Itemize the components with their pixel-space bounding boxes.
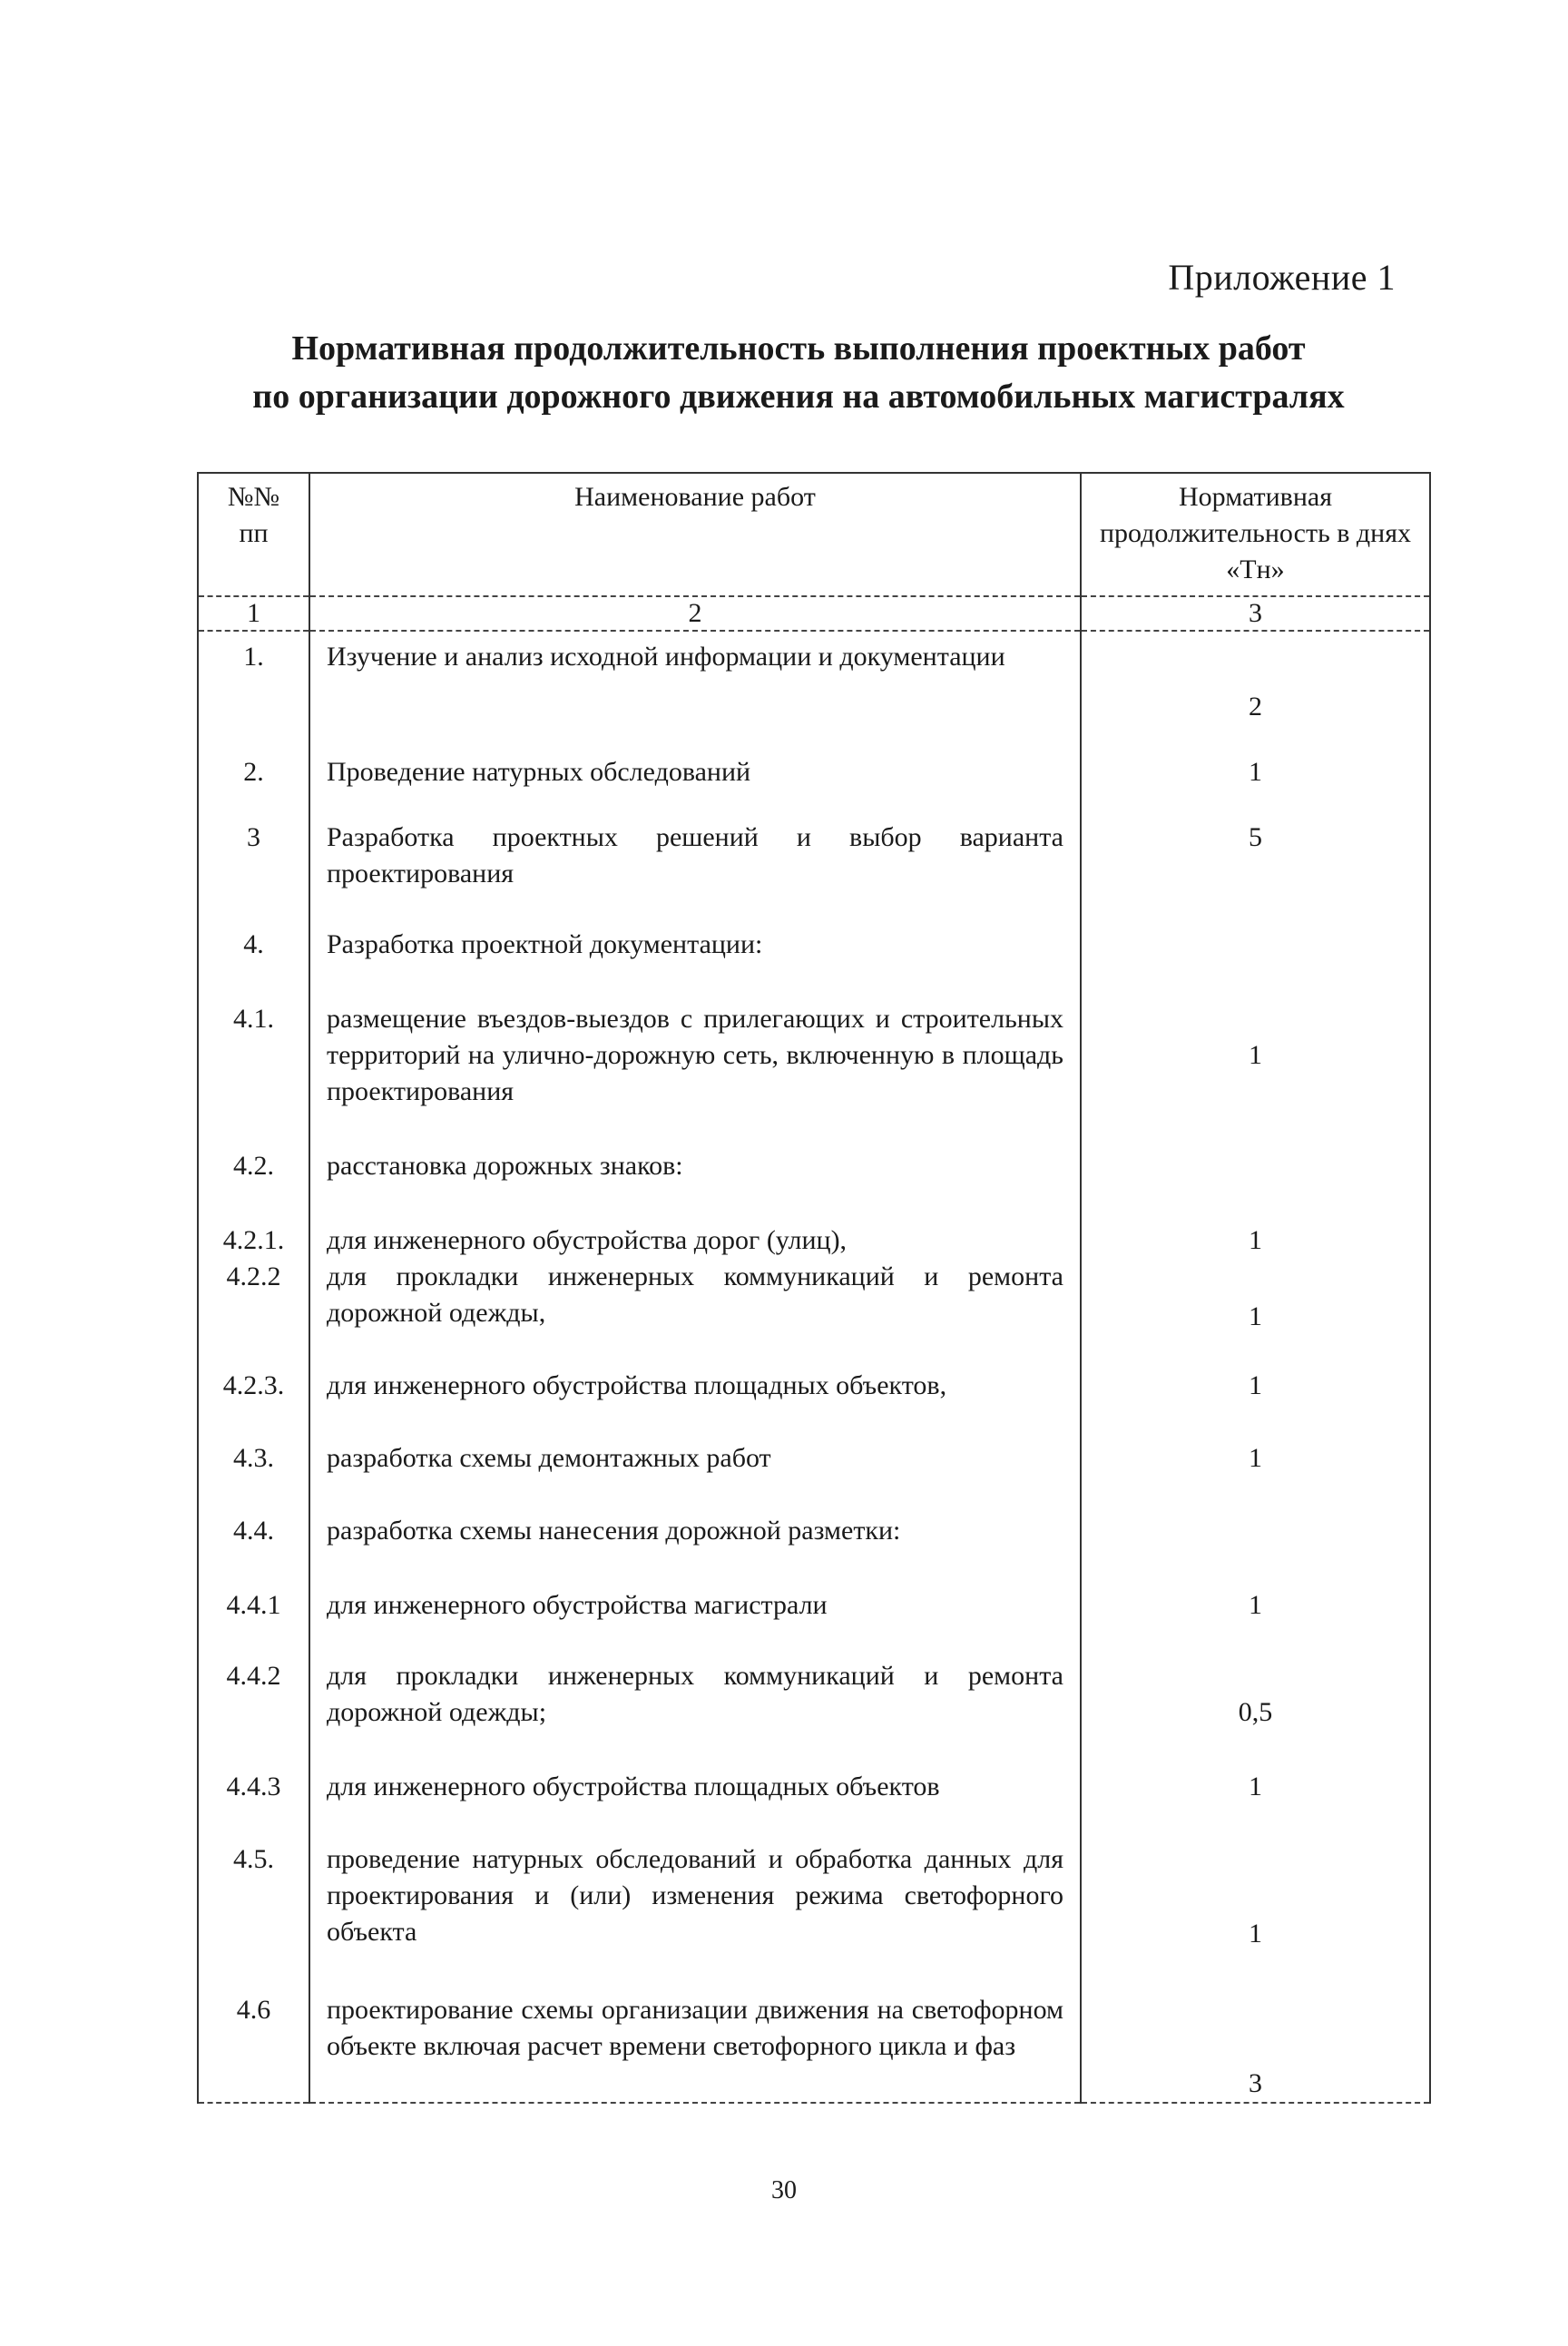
row-num: 4.5.: [198, 1834, 309, 1985]
title-line-2: по организации дорожного движения на автомобильных магистралях: [252, 378, 1345, 416]
row-name: для инженерного обустройства площадных объектов: [309, 1762, 1081, 1834]
header-num: №№ пп: [198, 473, 309, 596]
row-num: 4.2.3.: [198, 1360, 309, 1433]
table-row: [198, 1259, 1430, 1360]
row-days: 1: [1081, 1259, 1430, 1360]
row-name: для инженерного обустройства площадных объектов,: [309, 1360, 1081, 1433]
column-number: 2: [309, 596, 1081, 631]
row-num: 4.3.: [198, 1433, 309, 1506]
row-name: проведение натурных обследований и обработка данных для проектирования и (или) изменения режима светофорного объекта: [309, 1834, 1081, 1985]
table-row: [198, 1141, 1430, 1215]
row-name: расстановка дорожных знаков:: [309, 1141, 1081, 1215]
table-row: [198, 919, 1430, 994]
document-title: [172, 325, 1425, 421]
row-name: Разработка проектной документации:: [309, 919, 1081, 994]
row-days: 1: [1081, 1834, 1430, 1985]
header-days: Нормативная продолжительность в днях «Тн»: [1081, 473, 1430, 596]
page-number: 30: [771, 2176, 797, 2204]
row-days: 5: [1081, 812, 1430, 919]
row-days: 1: [1081, 994, 1430, 1141]
row-name: для прокладки инженерных коммуникаций и ремонта дорожной одежды;: [309, 1651, 1081, 1762]
row-name: разработка схемы нанесения дорожной разметки:: [309, 1506, 1081, 1580]
row-days: 0,5: [1081, 1651, 1430, 1762]
table-header-row: [198, 473, 1430, 596]
row-name: Проведение натурных обследований: [309, 747, 1081, 812]
row-name: разработка схемы демонтажных работ: [309, 1433, 1081, 1506]
row-days: 1: [1081, 747, 1430, 812]
row-name: для инженерного обустройства магистрали: [309, 1580, 1081, 1651]
table-row: [198, 1985, 1430, 2103]
works-table: [197, 472, 1431, 2104]
row-num: 4.4.: [198, 1506, 309, 1580]
row-name: Изучение и анализ исходной информации и документации: [309, 631, 1081, 747]
row-num: 4.2.1.: [198, 1215, 309, 1259]
row-days: [1081, 1141, 1430, 1215]
row-days: 3: [1081, 1985, 1430, 2103]
table-row: [198, 747, 1430, 812]
column-numbers-row: [198, 596, 1430, 631]
row-num: 4.6: [198, 1985, 309, 2103]
row-days: 1: [1081, 1433, 1430, 1506]
table-row: [198, 994, 1430, 1141]
header-name: Наименование работ: [309, 473, 1081, 596]
column-number: 1: [198, 596, 309, 631]
table-row: [198, 1762, 1430, 1834]
table-row: [198, 1360, 1430, 1433]
row-num: 4.: [198, 919, 309, 994]
row-num: 1.: [198, 631, 309, 747]
table-row: [198, 812, 1430, 919]
row-num: 2.: [198, 747, 309, 812]
row-name: для прокладки инженерных коммуникаций и ремонта дорожной одежды,: [309, 1259, 1081, 1360]
table-row: [198, 631, 1430, 747]
table-row: [198, 1834, 1430, 1985]
row-days: [1081, 919, 1430, 994]
row-num: 4.1.: [198, 994, 309, 1141]
table-row: [198, 1580, 1430, 1651]
row-num: 4.4.2: [198, 1651, 309, 1762]
table-row: [198, 1433, 1430, 1506]
row-num: 4.4.3: [198, 1762, 309, 1834]
row-name: Разработка проектных решений и выбор варианта проектирования: [309, 812, 1081, 919]
row-num: 4.2.2: [198, 1259, 309, 1360]
row-days: 1: [1081, 1215, 1430, 1259]
row-name: размещение въездов-выездов с прилегающих и строительных территорий на улично-дорожную сеть, включенную в площадь проектирования: [309, 994, 1081, 1141]
row-days: 1: [1081, 1762, 1430, 1834]
column-number: 3: [1081, 596, 1430, 631]
row-name: проектирование схемы организации движения на светофорном объекте включая расчет времени светофорного цикла и фаз: [309, 1985, 1081, 2103]
row-days: 1: [1081, 1360, 1430, 1433]
row-num: 4.2.: [198, 1141, 309, 1215]
table-row: [198, 1651, 1430, 1762]
row-days: 1: [1081, 1580, 1430, 1651]
title-line-1: Нормативная продолжительность выполнения проектных работ: [291, 329, 1306, 368]
row-days: [1081, 1506, 1430, 1580]
row-name: для инженерного обустройства дорог (улиц),: [309, 1215, 1081, 1259]
row-num: 4.4.1: [198, 1580, 309, 1651]
table-row: [198, 1506, 1430, 1580]
table-row: [198, 1215, 1430, 1259]
row-num: 3: [198, 812, 309, 919]
row-days: 2: [1081, 631, 1430, 747]
appendix-label: Приложение 1: [1168, 257, 1396, 298]
